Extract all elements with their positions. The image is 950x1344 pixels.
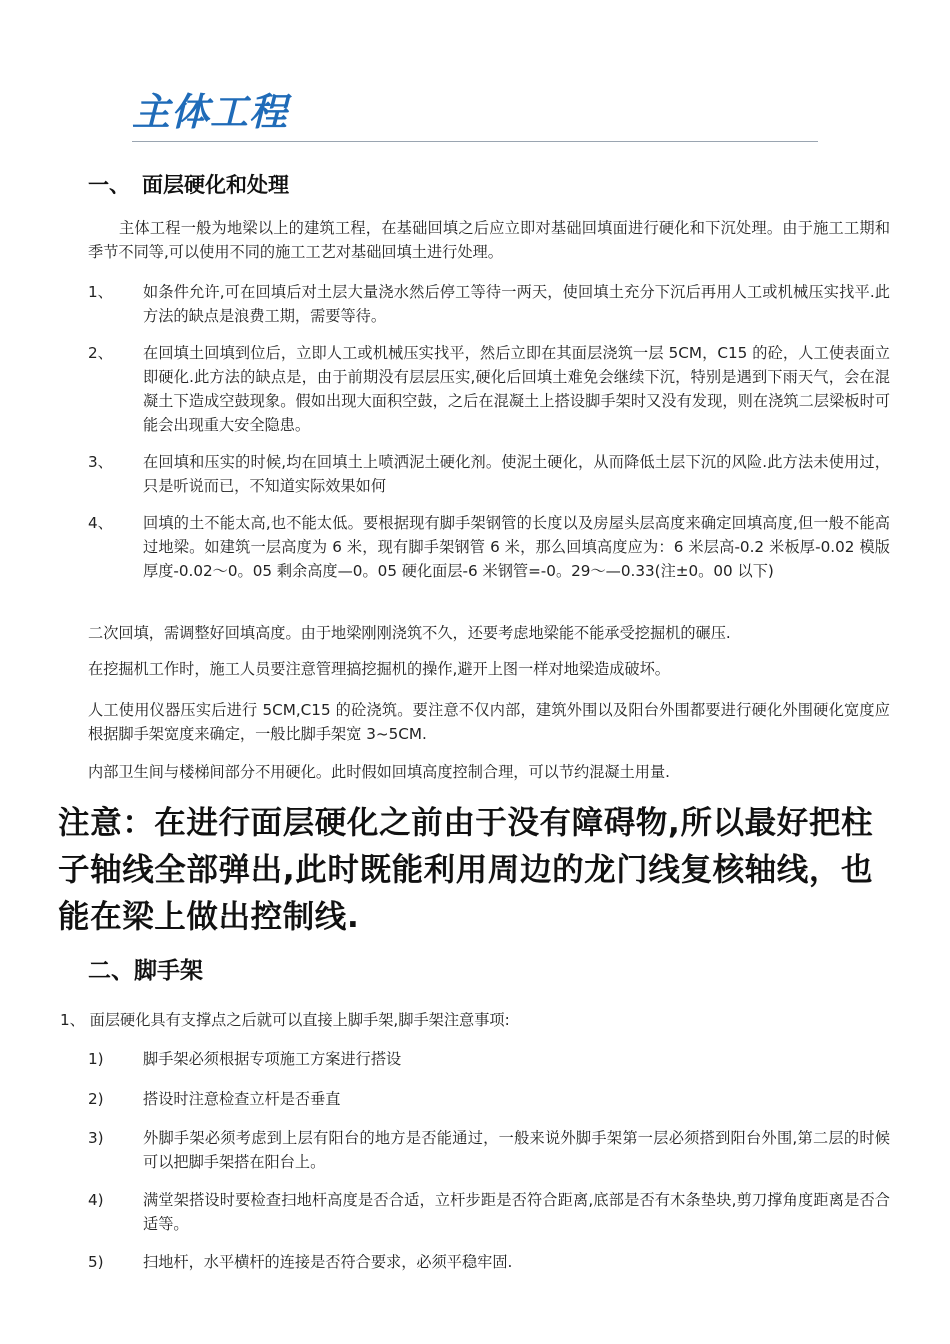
list-item — [88, 280, 890, 328]
list-item-text: 回填的土不能太高,也不能太低。要根据现有脚手架钢管的长度以及房屋头层高度来确定回填高度,但一般不能高过地梁。如建筑一层高度为 6 米，现有脚手架钢管 6 米，那么回填高度应为：6 米层高-0.2 米板厚-0.02 模版厚度-0.02～0。05 剩余高度—0。05 硬化面层-6 米钢管=-0。29～—0.33(注±0。00 以下) — [143, 514, 890, 580]
list-item-text: 外脚手架必须考虑到上层有阳台的地方是否能通过，一般来说外脚手架第一层必须搭到阳台外围,第二层的时候可以把脚手架搭在阳台上。 — [143, 1129, 890, 1171]
paragraph: 在挖掘机工作时，施工人员要注意管理搞挖掘机的操作,避开上图一样对地梁造成破坏。 — [88, 660, 670, 678]
paragraph: 二次回填，需调整好回填高度。由于地梁刚刚浇筑不久，还要考虑地梁能不能承受挖掘机的碾压. — [88, 624, 731, 642]
list-item-marker: 2、 — [88, 344, 113, 362]
list-item — [88, 450, 890, 498]
list-item — [88, 511, 890, 583]
document-title: 主体工程 — [132, 90, 289, 134]
attention-note: 注意：在进行面层硬化之前由于没有障碍物,所以最好把柱子轴线全部弹出,此时既能利用周边的龙门线复核轴线，也能在梁上做出控制线. — [58, 805, 874, 935]
list-item-marker: 5) — [88, 1253, 104, 1271]
paragraph: 内部卫生间与楼梯间部分不用硬化。此时假如回填高度控制合理，可以节约混凝土用量. — [88, 763, 670, 781]
section-1-number: 一、 — [88, 173, 130, 197]
list-item — [88, 1188, 890, 1236]
list-item — [88, 341, 890, 437]
list-item-marker: 4、 — [88, 514, 113, 532]
list-item-marker: 3、 — [88, 453, 113, 471]
section-2-lead: 1、 面层硬化具有支撑点之后就可以直接上脚手架,脚手架注意事项: — [60, 1011, 510, 1029]
list-item — [88, 1126, 890, 1174]
list-item — [88, 1087, 890, 1111]
section-1-intro: 主体工程一般为地梁以上的建筑工程，在基础回填之后应立即对基础回填面进行硬化和下沉处理。由于施工工期和季节不同等,可以使用不同的施工工艺对基础回填土进行处理。 — [88, 219, 890, 261]
list-item-text: 如条件允许,可在回填后对土层大量浇水然后停工等待一两天，使回填土充分下沉后再用人工或机械压实找平.此方法的缺点是浪费工期，需要等待。 — [143, 283, 890, 325]
paragraph: 人工使用仪器压实后进行 5CM,C15 的砼浇筑。要注意不仅内部，建筑外围以及阳台外围都要进行硬化外围硬化宽度应根据脚手架宽度来确定，一般比脚手架宽 3~5CM. — [88, 701, 890, 743]
section-1-heading — [88, 170, 289, 200]
section-1-title: 面层硬化和处理 — [142, 173, 289, 197]
section-2-heading: 二、脚手架 — [88, 958, 203, 984]
list-item-text: 脚手架必须根据专项施工方案进行搭设 — [143, 1050, 402, 1068]
list-item-text: 搭设时注意检查立杆是否垂直 — [143, 1090, 341, 1108]
list-item-marker: 3) — [88, 1129, 104, 1147]
list-item-marker: 1、 — [88, 283, 113, 301]
title-divider — [132, 141, 818, 142]
list-item-text: 满堂架搭设时要检查扫地杆高度是否合适，立杆步距是否符合距离,底部是否有木条垫块,剪刀撑角度距离是否合适等。 — [143, 1191, 890, 1233]
list-item — [88, 1250, 890, 1274]
list-item-text: 扫地杆，水平横杆的连接是否符合要求，必须平稳牢固. — [143, 1253, 513, 1271]
list-item-text: 在回填和压实的时候,均在回填土上喷洒泥土硬化剂。使泥土硬化，从而降低土层下沉的风险.此方法未使用过，只是听说而已，不知道实际效果如何 — [143, 453, 890, 495]
list-item-marker: 4) — [88, 1191, 104, 1209]
list-item-text: 在回填土回填到位后，立即人工或机械压实找平，然后立即在其面层浇筑一层 5CM，C15 的砼，人工使表面立即硬化.此方法的缺点是，由于前期没有层层压实,硬化后回填土难免会继续下沉，特别是遇到下雨天气，会在混凝土下造成空鼓现象。假如出现大面积空鼓，之后在混凝土上搭设脚手架时又没有发现，则在浇筑二层梁板时可能会出现重大安全隐患。 — [143, 344, 890, 434]
list-item — [88, 1047, 890, 1071]
list-item-marker: 1) — [88, 1050, 104, 1068]
list-item-marker: 2) — [88, 1090, 104, 1108]
